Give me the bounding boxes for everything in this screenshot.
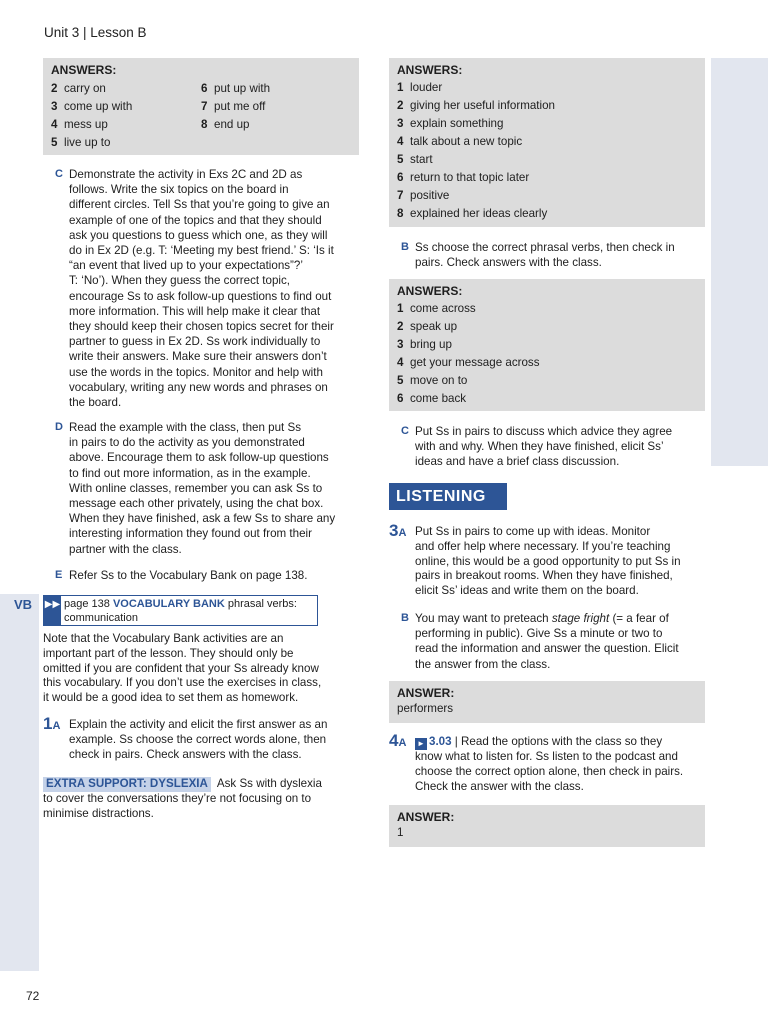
answer-number: 4 [397, 135, 404, 148]
answer-text: put up with [214, 82, 271, 95]
answer-title: ANSWER: [397, 810, 455, 824]
answer-row [397, 390, 697, 408]
answer-number: 6 [397, 392, 404, 405]
answers-title: ANSWERS: [51, 63, 117, 77]
exercise-label: A [398, 527, 407, 539]
answer-row [397, 205, 697, 223]
text-line: know what to listen for. Ss listen to the podcast and [415, 750, 678, 763]
answer-row [201, 116, 270, 134]
item-label: E [55, 569, 63, 581]
vocabulary-bank-note [43, 632, 363, 706]
answer-text: explained her ideas clearly [410, 207, 548, 220]
text-line: above. Encourage them to ask follow-up questions [69, 451, 329, 465]
text-line: and offer help where necessary. If you’re teaching [415, 539, 671, 553]
text-line: partner to guess in Ex 2D. Ss work individually to [69, 335, 321, 349]
exercise-4-number [389, 731, 406, 751]
instruction-text [415, 611, 679, 672]
text-line: online, this would be a good opportunity to put Ss in [415, 554, 681, 568]
answer-row [397, 169, 697, 187]
text-line: read the information and answer the question. Elicit [415, 642, 679, 656]
answer-row [51, 98, 132, 116]
instruction-lines [415, 626, 679, 672]
answer-number: 3 [397, 338, 404, 351]
text-line: Explain the activity and elicit the first answer as an [69, 718, 328, 731]
exercise-3-number [389, 521, 406, 541]
answer-text: come across [410, 302, 476, 315]
text-line: T: ‘No’). When they guess the correct topic, [69, 274, 291, 288]
answer-row [397, 79, 697, 97]
answers-column-2 [201, 80, 270, 134]
answers-box-1 [43, 58, 359, 155]
extra-support [43, 777, 363, 821]
answer-box-4 [389, 681, 705, 723]
answer-row [201, 98, 270, 116]
item-label: D [55, 421, 63, 433]
instruction-text [69, 167, 334, 410]
answer-row [201, 80, 270, 98]
text-line: pairs in breakout rooms. When they have finished, [415, 569, 673, 583]
text-line: write their answers. Make sure their answers don’t [69, 350, 327, 364]
answer-text: come back [410, 392, 467, 405]
answer-value: 1 [397, 826, 404, 839]
text-line: elicit Ss’ ideas and write them on the board. [415, 584, 639, 598]
text-line: “an event that lived up to your expectations”?’ [69, 259, 303, 273]
exercise-label: A [398, 737, 407, 749]
text-line: pairs. Check answers with the class. [415, 256, 602, 270]
answer-number: 4 [397, 356, 404, 369]
text-line: check in pairs. Check answers with the class. [69, 747, 302, 761]
answer-text: put me off [214, 100, 266, 113]
extra-support-text: Ask Ss with dyslexia [216, 777, 322, 790]
text-line: different circles. Tell Ss that you’re going to give an [69, 198, 330, 212]
answer-text: move on to [410, 374, 468, 387]
answer-row [397, 354, 697, 372]
vb-bank: VOCABULARY BANK [112, 598, 225, 610]
answer-text: explain something [410, 117, 504, 130]
vb-page: page 138 [64, 598, 110, 610]
text-line: use the words in the topics. Monitor and help with [69, 365, 323, 379]
answer-row [397, 372, 697, 390]
text-line: partner with the class. [69, 542, 182, 556]
text-line: Put Ss in pairs to discuss which advice they agree [415, 425, 673, 438]
answer-row [397, 115, 697, 133]
text-part: You may want to preteach [415, 612, 552, 625]
answer-text: return to that topic later [410, 171, 530, 184]
answer-number: 6 [397, 171, 404, 184]
answer-number: 5 [397, 153, 404, 166]
text-line: minimise distractions. [43, 806, 154, 820]
text-line: When they have finished, ask a few Ss to share any [69, 512, 336, 526]
text-line: example. Ss choose the correct words alone, then [69, 732, 327, 746]
exercise-lines [415, 750, 715, 794]
answer-number: 3 [51, 100, 58, 113]
answer-number: 2 [397, 320, 404, 333]
answer-value: performers [397, 702, 454, 715]
answer-row [51, 134, 132, 152]
answer-number: 5 [397, 374, 404, 387]
answer-text: louder [410, 81, 443, 94]
answer-number: 7 [201, 100, 208, 113]
listening-heading: LISTENING [389, 483, 507, 510]
text-part: (= a fear of [609, 612, 669, 625]
answer-number: 2 [51, 82, 58, 95]
text-line: vocabulary, writing any new words and phrases on [69, 380, 328, 394]
answer-number: 5 [51, 136, 58, 149]
answer-text: bring up [410, 338, 452, 351]
text-line: Ss choose the correct phrasal verbs, then check in [415, 241, 675, 254]
text-part: Read the options with the class so they [461, 735, 663, 748]
answer-text: end up [214, 118, 250, 131]
answers-list [397, 79, 697, 223]
text-line: encourage Ss to ask follow-up questions to find out [69, 289, 332, 303]
text-line: Read the example with the class, then put Ss [69, 421, 302, 434]
text-line: in pairs to do the activity as you demonstrated [69, 436, 305, 450]
extra-support-lines [43, 792, 363, 822]
answer-row [397, 336, 697, 354]
vocabulary-bank-link [64, 597, 297, 625]
track-number[interactable]: 3.03 [429, 735, 452, 748]
text-line: omitted if you are confident that your Ss already know [43, 661, 319, 675]
instruction-text [69, 420, 335, 557]
answers-title: ANSWERS: [397, 63, 463, 77]
text-line: Demonstrate the activity in Exs 2C and 2D as [69, 168, 303, 181]
text-line: important part of the lesson. They should only be [43, 646, 294, 660]
extra-support-badge: EXTRA SUPPORT: DYSLEXIA [43, 777, 211, 792]
answers-title: ANSWERS: [397, 284, 463, 298]
answers-column-1 [51, 80, 132, 152]
text-line: Put Ss in pairs to come up with ideas. Monitor [415, 525, 651, 538]
vb-rest: phrasal verbs: [227, 598, 297, 610]
audio-icon[interactable]: ► [415, 738, 427, 750]
answer-text: giving her useful information [410, 99, 556, 112]
text-line: performing in public). Give Ss a minute or two to [415, 627, 663, 641]
answer-text: start [410, 153, 433, 166]
page-header: Unit 3 | Lesson B [44, 25, 147, 40]
text-line: follows. Write the six topics on the board in [69, 183, 289, 197]
fast-forward-icon: ▶▶ [44, 596, 61, 625]
text-line: ask you questions to guess which one, as they will [69, 228, 328, 242]
answer-title: ANSWER: [397, 686, 455, 700]
answer-text: mess up [64, 118, 108, 131]
instruction-text [415, 424, 672, 470]
item-label: C [401, 425, 409, 437]
text-line: Check the answer with the class. [415, 779, 584, 793]
text-line: interesting information they found out from their [69, 527, 312, 541]
text-line: Note that the Vocabulary Bank activities are an [43, 632, 284, 645]
text-line: with and why. When they have finished, elicit Ss’ [415, 440, 664, 454]
answer-row [397, 300, 697, 318]
answer-number: 7 [397, 189, 404, 202]
page-number: 72 [26, 989, 40, 1003]
text-line: it would be a good idea to set them as homework. [43, 691, 299, 705]
answer-row [397, 318, 697, 336]
text-line: choose the correct option alone, then check in pairs. [415, 764, 684, 778]
text-line: to find out more information, as in the example. [69, 466, 311, 480]
text-line: With online classes, remember you can ask Ss to [69, 481, 323, 495]
answer-text: carry on [64, 82, 106, 95]
item-label: C [55, 168, 63, 180]
margin-band-left [0, 594, 39, 971]
exercise-number: 1 [43, 714, 53, 733]
answer-text: positive [410, 189, 450, 202]
answer-number: 6 [201, 82, 208, 95]
answer-number: 1 [397, 81, 404, 94]
item-label: B [401, 241, 409, 253]
text-line: this vocabulary. If you don’t use the exercises in class, [43, 676, 322, 690]
answers-list [397, 300, 697, 408]
exercise-1-number [43, 714, 60, 734]
exercise-1-text [69, 718, 369, 762]
exercise-label: A [52, 720, 61, 732]
exercise-3-text [415, 525, 715, 599]
answers-box-2 [389, 58, 705, 227]
text-line: do in Ex 2D (e.g. T: ‘Meeting my best friend.’ S: ‘Is it [69, 244, 334, 258]
answers-box-3 [389, 279, 705, 411]
answer-row [397, 151, 697, 169]
answer-number: 8 [201, 118, 208, 131]
text-line: example of one of the topics and that they should [69, 213, 322, 227]
vb-tag: VB [14, 597, 33, 612]
answer-text: come up with [64, 100, 133, 113]
answer-number: 2 [397, 99, 404, 112]
answer-text: live up to [64, 136, 111, 149]
answer-box-5 [389, 805, 705, 847]
vocabulary-bank-reference[interactable] [43, 595, 318, 626]
instruction-text: Refer Ss to the Vocabulary Bank on page 138. [69, 569, 308, 582]
text-line: message each other privately, using the chat box. [69, 497, 324, 511]
answer-number: 8 [397, 207, 404, 220]
exercise-number: 3 [389, 521, 399, 540]
answer-number: 3 [397, 117, 404, 130]
text-line: to cover the conversations they’re not focusing on to [43, 791, 312, 805]
answer-text: talk about a new topic [410, 135, 523, 148]
answer-row [397, 97, 697, 115]
answer-number: 4 [51, 118, 58, 131]
answer-text: speak up [410, 320, 458, 333]
item-label: B [401, 612, 409, 624]
instruction-text [415, 240, 675, 270]
margin-band-right [711, 58, 768, 466]
answer-row [51, 116, 132, 134]
text-line: the answer from the class. [415, 657, 551, 671]
text-line: ideas and have a brief class discussion. [415, 455, 620, 469]
text-line: the board. [69, 396, 122, 410]
text-emphasis: stage fright [551, 612, 610, 625]
answer-text: get your message across [410, 356, 540, 369]
answer-number: 1 [397, 302, 404, 315]
answer-row [397, 187, 697, 205]
answer-row [397, 133, 697, 151]
answer-row [51, 80, 132, 98]
text-line: they should keep their chosen topics secret for their [69, 320, 334, 334]
text-line: more information. This will help make it clear that [69, 304, 321, 318]
exercise-4-text: ► 3.03 | Read the options with the class so they know what to listen for. Ss listen to the podcast and choose the correct option alone, then check in pairs. Check the answer with the class. [415, 735, 715, 794]
vb-line2: communication [64, 612, 138, 624]
exercise-number: 4 [389, 731, 399, 750]
